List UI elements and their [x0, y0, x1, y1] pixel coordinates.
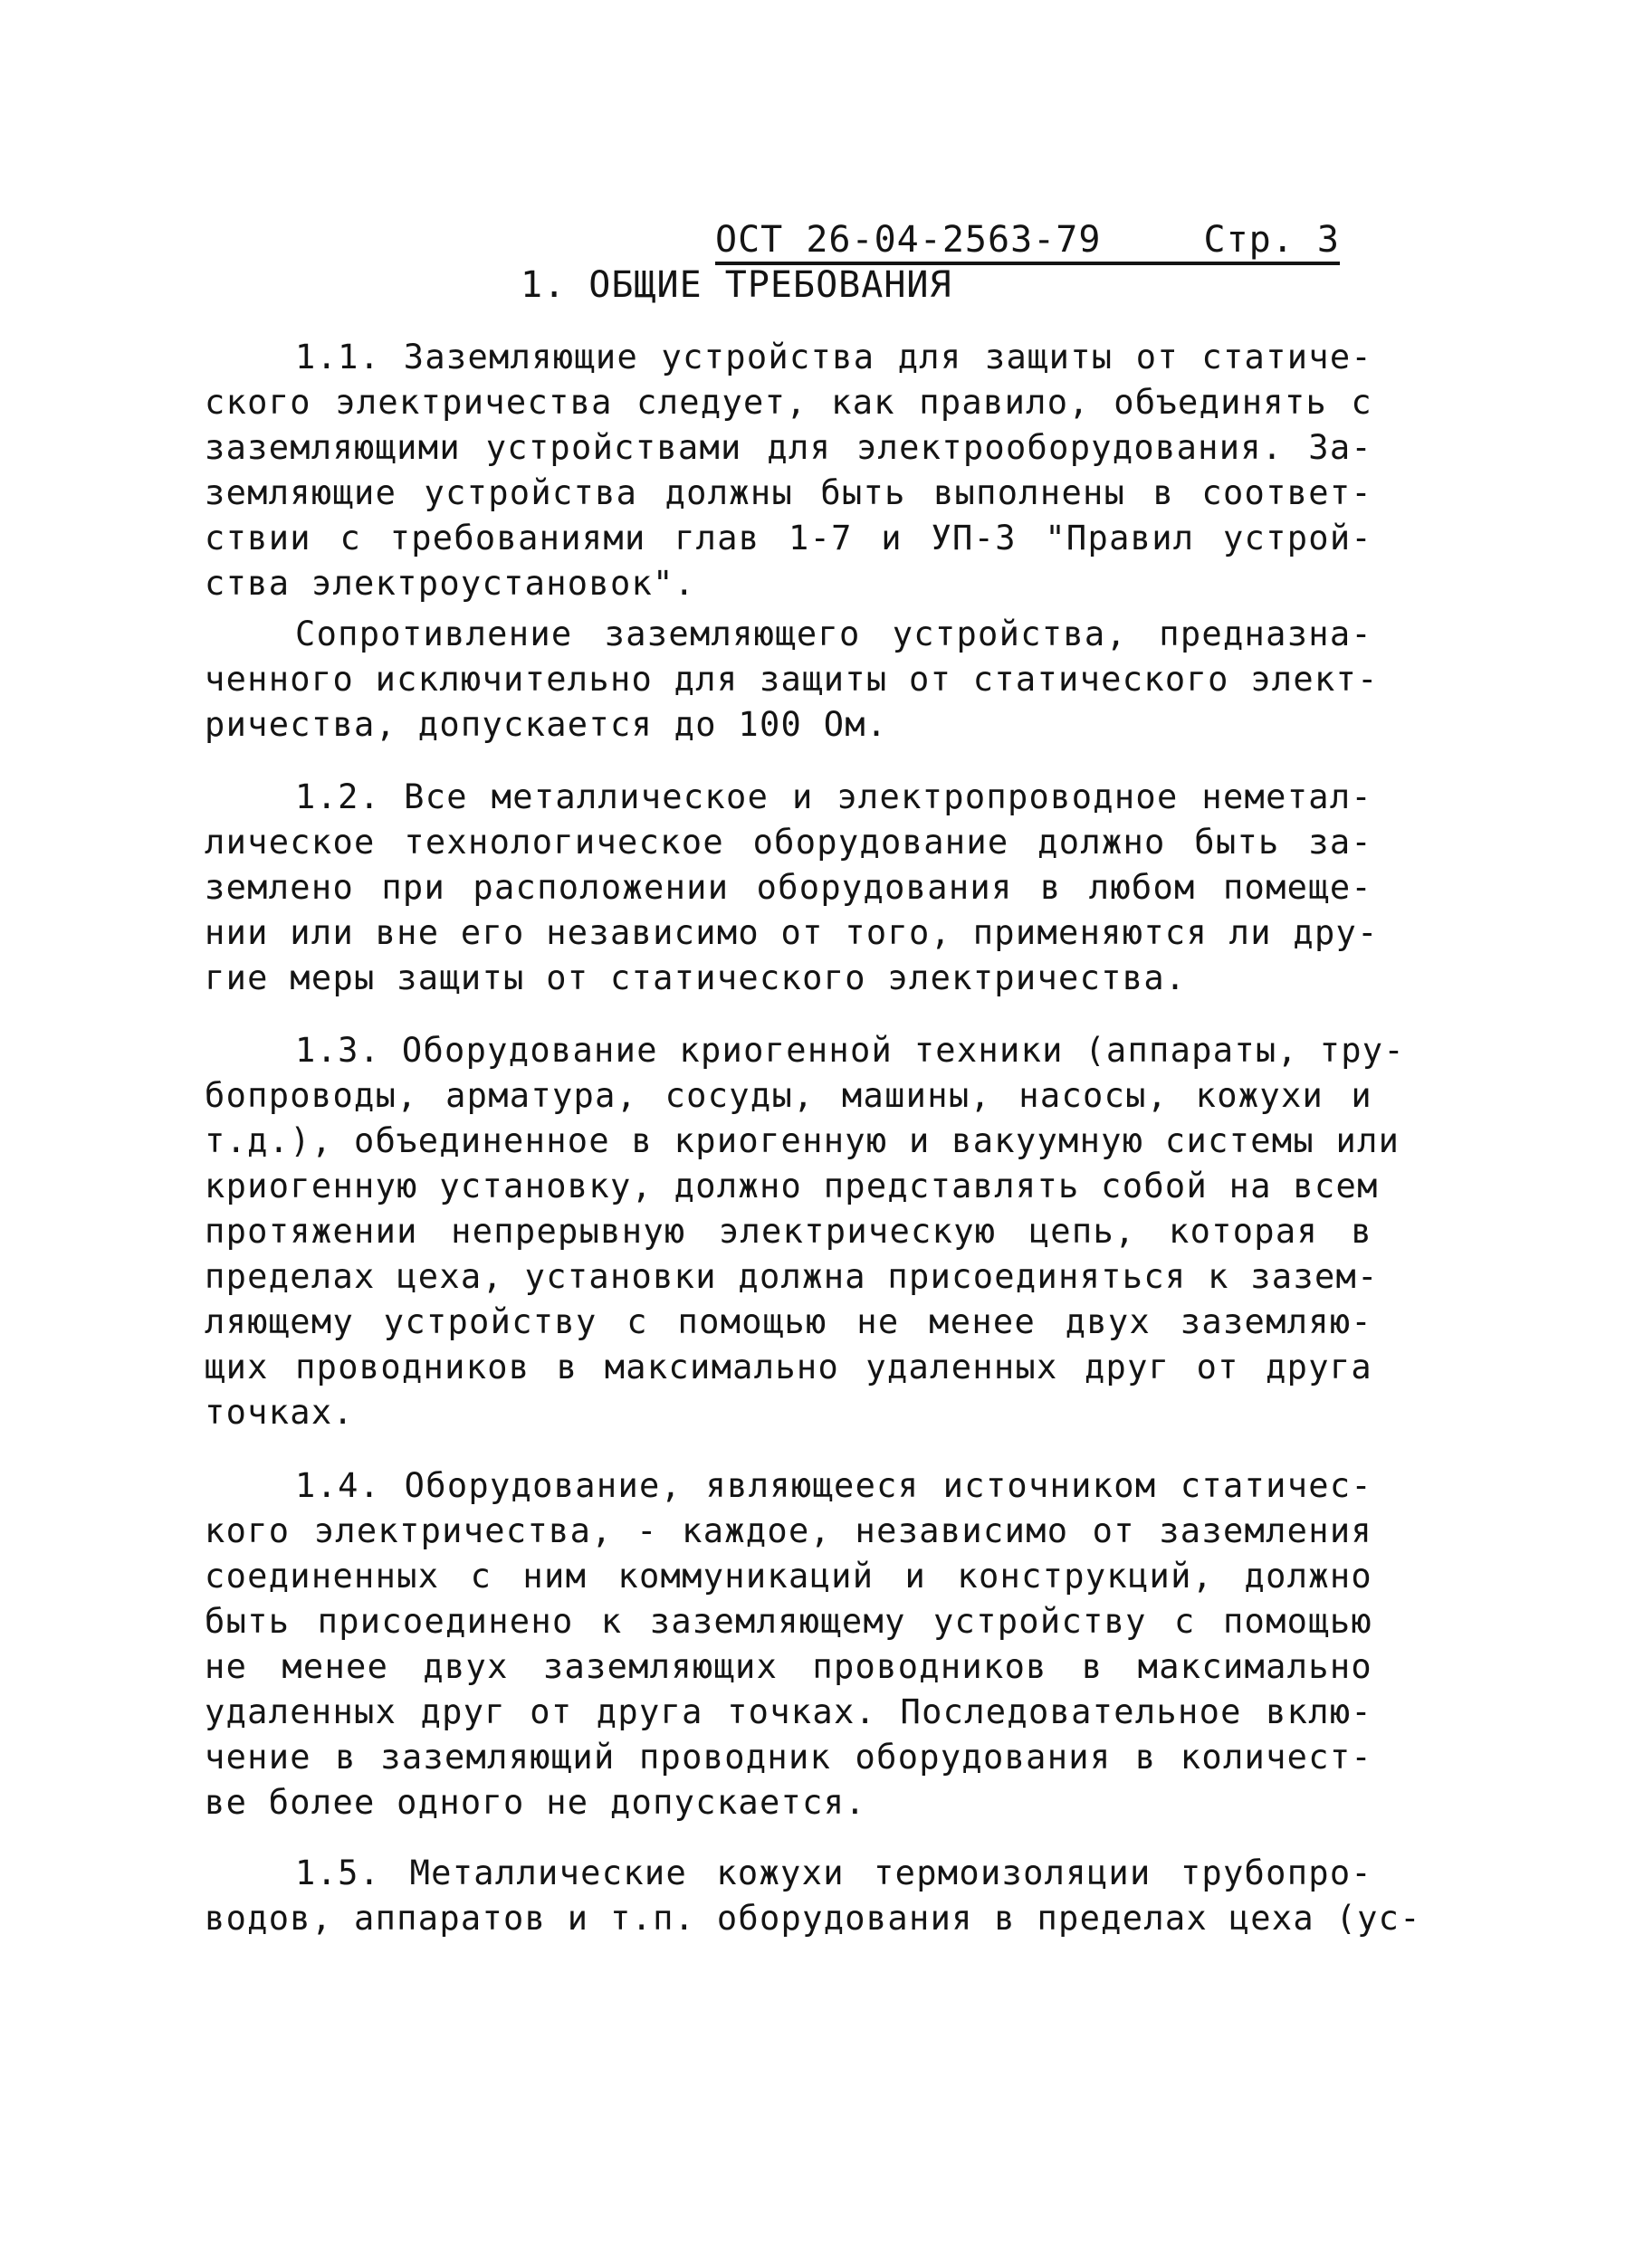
text-line: 1.4. Оборудование, являющееся источником статичес-	[295, 1466, 1372, 1505]
text-line: точках.	[205, 1393, 355, 1432]
text-line: кого электричества, - каждое, независимо от заземления	[205, 1511, 1372, 1550]
page-header	[715, 205, 1340, 261]
paragraph-1-3	[205, 1028, 1405, 1435]
document-number: ОСТ 26-04-2563-79	[715, 219, 1102, 261]
text-line: криогенную установку, должно представлять собой на всем	[205, 1167, 1379, 1205]
paragraph-1-2	[205, 775, 1379, 1001]
text-line: лическое технологическое оборудование должно быть за-	[205, 823, 1372, 862]
text-line: пределах цеха, установки должна присоединяться к зазем-	[205, 1257, 1379, 1296]
text-line: 1.5. Металлические кожухи термоизоляции трубопро-	[295, 1853, 1372, 1892]
paragraph-1-1-resistance	[205, 612, 1379, 748]
text-line: Сопротивление заземляющего устройства, предназна-	[295, 615, 1372, 653]
text-line: гие меры защиты от статического электричества.	[205, 958, 1187, 997]
paragraph-1-4	[205, 1463, 1372, 1825]
text-line: ве более одного не допускается.	[205, 1783, 866, 1822]
text-line: ченного исключительно для защиты от статического элект-	[205, 660, 1379, 699]
text-line: 1.2. Все металлическое и электропроводное неметал-	[295, 777, 1372, 816]
text-line: ства электроустановок".	[205, 564, 696, 603]
text-line: соединенных с ним коммуникаций и конструкций, должно	[205, 1557, 1372, 1596]
text-line: ствии с требованиями глав 1-7 и УП-3 "Правил устрой-	[205, 519, 1372, 557]
section-title: 1. ОБЩИЕ ТРЕБОВАНИЯ	[521, 264, 952, 306]
text-line: быть присоединено к заземляющему устройству с помощью	[205, 1602, 1372, 1641]
text-line: удаленных друг от друга точках. Последовательное вклю-	[205, 1692, 1372, 1731]
text-line: ричества, допускается до 100 Ом.	[205, 705, 888, 744]
text-line: ского электричества следует, как правило, объединять с	[205, 383, 1372, 422]
text-line: ляющему устройству с помощью не менее двух заземляю-	[205, 1302, 1372, 1341]
text-line: заземляющими устройствами для электрооборудования. За-	[205, 428, 1372, 467]
text-line: щих проводников в максимально удаленных друг от друга	[205, 1348, 1372, 1387]
text-line: земляющие устройства должны быть выполнены в соответ-	[205, 473, 1372, 512]
text-line: 1.1. Заземляющие устройства для защиты от статиче-	[295, 338, 1372, 376]
text-line: т.д.), объединенное в криогенную и вакуумную системы или	[205, 1121, 1400, 1160]
text-line: нии или вне его независимо от того, применяются ли дру-	[205, 913, 1379, 952]
paragraph-1-1	[205, 335, 1372, 606]
text-line: водов, аппаратов и т.п. оборудования в пределах цеха (ус-	[205, 1899, 1421, 1938]
text-line: чение в заземляющий проводник оборудования в количест-	[205, 1738, 1372, 1777]
text-line: бопроводы, арматура, сосуды, машины, насосы, кожухи и	[205, 1076, 1372, 1115]
text-line: 1.3. Оборудование криогенной техники (аппараты, тру-	[295, 1031, 1405, 1070]
text-line: землено при расположении оборудования в любом помеще-	[205, 868, 1372, 907]
paragraph-1-5	[205, 1851, 1421, 1941]
page-number: Стр. 3	[1203, 219, 1340, 261]
text-line: не менее двух заземляющих проводников в максимально	[205, 1647, 1372, 1686]
text-line: протяжении непрерывную электрическую цепь, которая в	[205, 1212, 1372, 1251]
